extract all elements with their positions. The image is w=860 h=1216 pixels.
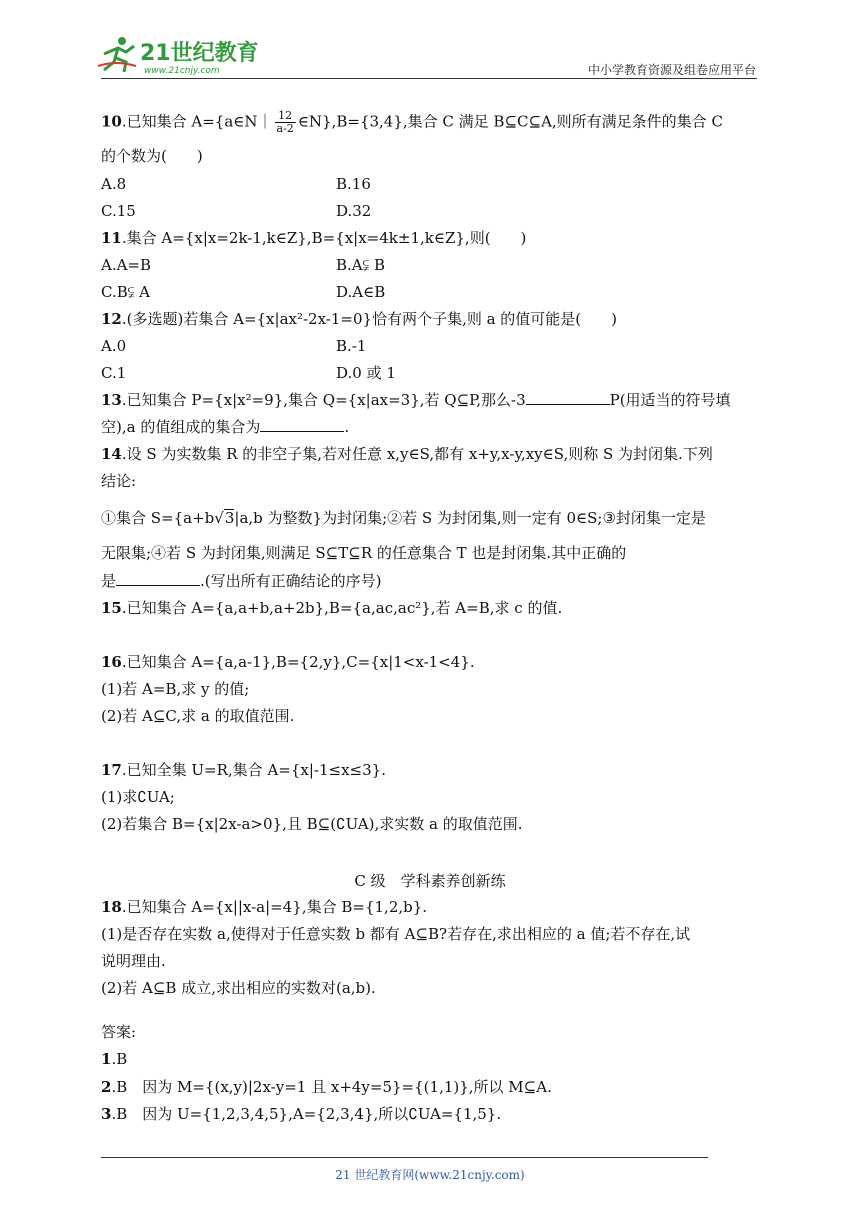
question-18-part2: (2)若 A⊆B 成立,求出相应的实数对(a,b). (101, 979, 376, 997)
question-11: 11.集合 A={x|x=2k-1,k∈Z},B={x|x=4k±1,k∈Z},则( ) (101, 229, 527, 247)
svg-text:www.21cnjy.com: www.21cnjy.com (144, 66, 220, 76)
sqrt-symbol: √ (214, 509, 224, 527)
question-14: 14.设 S 为实数集 R 的非空子集,若对任意 x,y∈S,都有 x+y,x-y,xy∈S,则称 S 为封闭集.下列 (101, 445, 713, 463)
question-14-line4: 无限集;④若 S 为封闭集,则满足 S⊆T⊆R 的任意集合 T 也是封闭集.其中正确的 (101, 544, 627, 562)
question-13-line2: 空),a 的值组成的集合为 . (101, 418, 350, 436)
question-16-part1: (1)若 A=B,求 y 的值; (101, 680, 250, 698)
footer-divider (101, 1157, 708, 1158)
answers-title: 答案: (101, 1023, 137, 1041)
question-12: 12.(多选题)若集合 A={x|ax²-2x-1=0}恰有两个子集,则 a 的值可能是( ) (101, 310, 618, 328)
question-10-line2: 的个数为( ) (101, 147, 203, 165)
question-13: 13.已知集合 P={x|x²=9},集合 Q={x|ax=3},若 Q⊆P,那么-3 P(用适当的符号填 (101, 391, 731, 409)
answer-blank (526, 390, 610, 405)
question-17-part1: (1)求∁UA; (101, 788, 175, 806)
q12-options-row2: C.1 D.0 或 1 (101, 364, 396, 382)
question-18-part1-cont: 说明理由. (101, 952, 166, 970)
question-18-part1: (1)是否存在实数 a,使得对于任意实数 b 都有 A⊆B?若存在,求出相应的 a 值;若不存在,试 (101, 925, 691, 943)
question-14-line5: 是 .(写出所有正确结论的序号) (101, 572, 382, 590)
question-18: 18.已知集合 A={x||x-a|=4},集合 B={1,2,b}. (101, 898, 428, 916)
answer-1: 1.B (101, 1050, 128, 1068)
q10-options-row2: C.15 D.32 (101, 202, 372, 220)
section-c-heading: C 级 学科素养创新练 (354, 872, 506, 890)
question-17-part2: (2)若集合 B={x|2x-a>0},且 B⊆(∁UA),求实数 a 的取值范围. (101, 815, 523, 833)
q10-options-row1: A.8 B.16 (101, 175, 371, 193)
svg-text:21世纪教育: 21世纪教育 (140, 41, 259, 66)
answer-2: 2.B 因为 M={(x,y)|2x-y=1 且 x+4y=5}={(1,1)},所以 M⊆A. (101, 1078, 552, 1096)
question-17: 17.已知全集 U=R,集合 A={x|-1≤x≤3}. (101, 761, 386, 779)
platform-name: 中小学教育资源及组卷应用平台 (587, 63, 756, 77)
question-16: 16.已知集合 A={a,a-1},B={2,y},C={x|1<x-1<4}. (101, 653, 475, 671)
footer-text: 21 世纪教育网(www.21cnjy.com) (335, 1168, 525, 1182)
question-10: 10.已知集合 A={a∈N｜ $\frac{12}{a-2}$ ∈N},B={3,4},集合 C 满足 B⊆C⊆A,则所有满足条件的集合 C (101, 109, 723, 135)
question-15: 15.已知集合 A={a,a+b,a+2b},B={a,ac,ac²},若 A=B,求 c 的值. (101, 599, 563, 617)
question-14-line2: 结论: (101, 472, 137, 490)
logo (96, 36, 266, 76)
header-divider (101, 78, 757, 79)
runner-icon (98, 37, 136, 72)
answer-3: 3.B 因为 U={1,2,3,4,5},A={2,3,4},所以∁UA={1,5}. (101, 1105, 502, 1123)
q12-options-row1: A.0 B.-1 (101, 337, 367, 355)
question-14-line3: ①集合 S={a+b√3|a,b 为整数}为封闭集;②若 S 为封闭集,则一定有 0∈S;③封闭集一定是 (101, 509, 706, 527)
question-16-part2: (2)若 A⊆C,求 a 的取值范围. (101, 707, 295, 725)
answer-blank (260, 417, 344, 432)
fraction: $\frac{12}{a-2}$ (276, 109, 294, 135)
answer-blank (116, 571, 200, 586)
q11-options-row2: C.B⫋ A D.A∈B (101, 283, 386, 301)
q11-options-row1: A.A=B B.A⫋ B (101, 256, 386, 274)
